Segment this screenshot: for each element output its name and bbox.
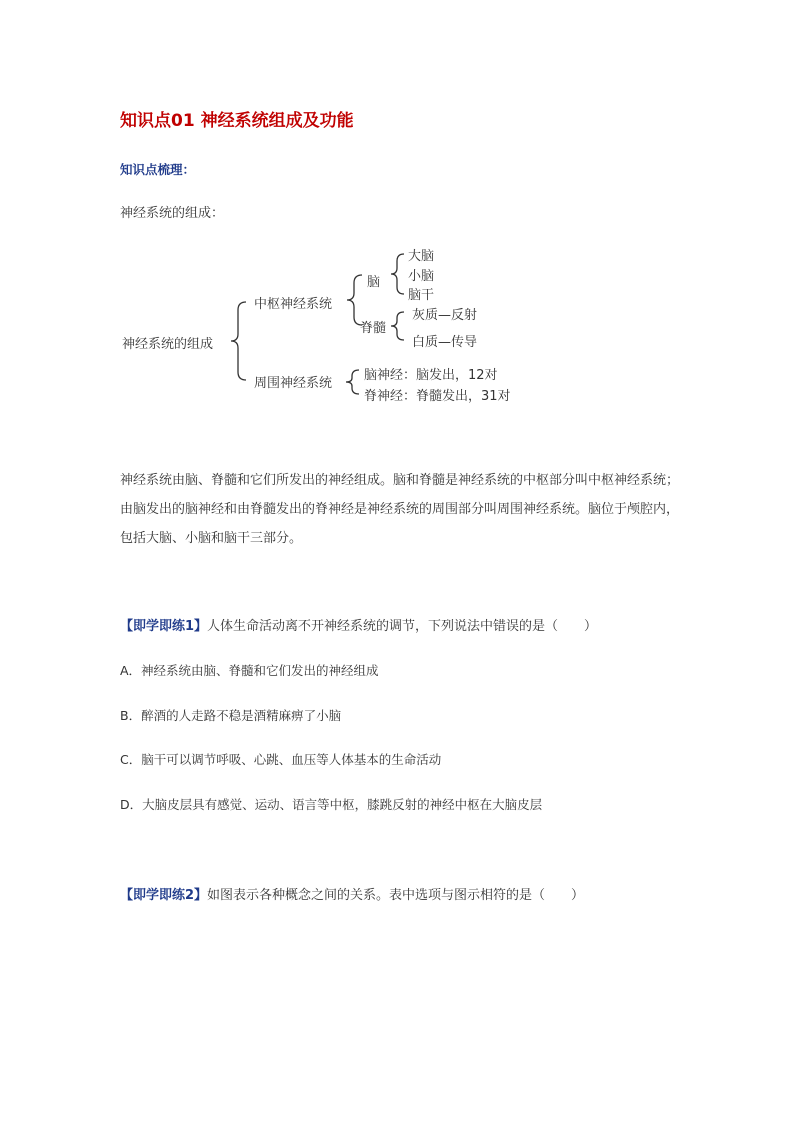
diagram-brain-part: 大脑 [408, 249, 435, 264]
exercise-1-option: B．醉酒的人走路不稳是酒精麻痹了小脑 [120, 708, 342, 723]
exercise-2-tag: 【即学即练2】 [120, 888, 208, 903]
exercise-2-text: 如图表示各种概念之间的关系。表中选项与图示相符的是（ ） [207, 888, 585, 903]
diagram-brain-part: 脑干 [408, 288, 435, 303]
diagram-spinal-part: 灰质—反射 [412, 308, 478, 323]
diagram-peripheral: 周围神经系统 [254, 376, 333, 391]
subheading: 知识点梳理： [120, 162, 196, 177]
exercise-1-text: 人体生命活动离不开神经系统的调节，下列说法中错误的是（ ） [207, 619, 598, 634]
summary-paragraph: 神经系统由脑、脊髓和它们所发出的神经组成。脑和脊髓是神经系统的中枢部分叫中枢神经系统；由脑发出的脑神经和由脊髓发出的脊神经是神经系统的周围部分叫周围神经系统。脑位于颅腔内，包括大脑、小脑和脑干三部分。 [120, 473, 680, 546]
section-title: 知识点01 神经系统组成及功能 [120, 111, 354, 131]
exercise-1-option: C．脑干可以调节呼吸、心跳、血压等人体基本的生命活动 [120, 752, 442, 767]
exercise-1-option: A．神经系统由脑、脊髓和它们发出的神经组成 [120, 663, 379, 678]
diagram-root: 神经系统的组成 [122, 337, 214, 352]
composition-label: 神经系统的组成： [120, 206, 225, 221]
diagram-peripheral-part: 脑神经：脑发出，12对 [364, 368, 498, 383]
exercise-1-tag: 【即学即练1】 [120, 619, 208, 634]
diagram-brain: 脑 [367, 275, 381, 290]
exercise-1-option: D．大脑皮层具有感觉、运动、语言等中枢，膝跳反射的神经中枢在大脑皮层 [120, 797, 543, 812]
diagram-spinal-part: 白质—传导 [412, 335, 478, 350]
diagram-central: 中枢神经系统 [254, 297, 333, 312]
diagram-peripheral-part: 脊神经：脊髓发出，31对 [364, 389, 511, 404]
diagram-spinal: 脊髓 [360, 321, 387, 336]
exercise-2-question [120, 884, 584, 903]
diagram-brain-part: 小脑 [408, 269, 435, 284]
exercise-1-question [120, 615, 597, 634]
